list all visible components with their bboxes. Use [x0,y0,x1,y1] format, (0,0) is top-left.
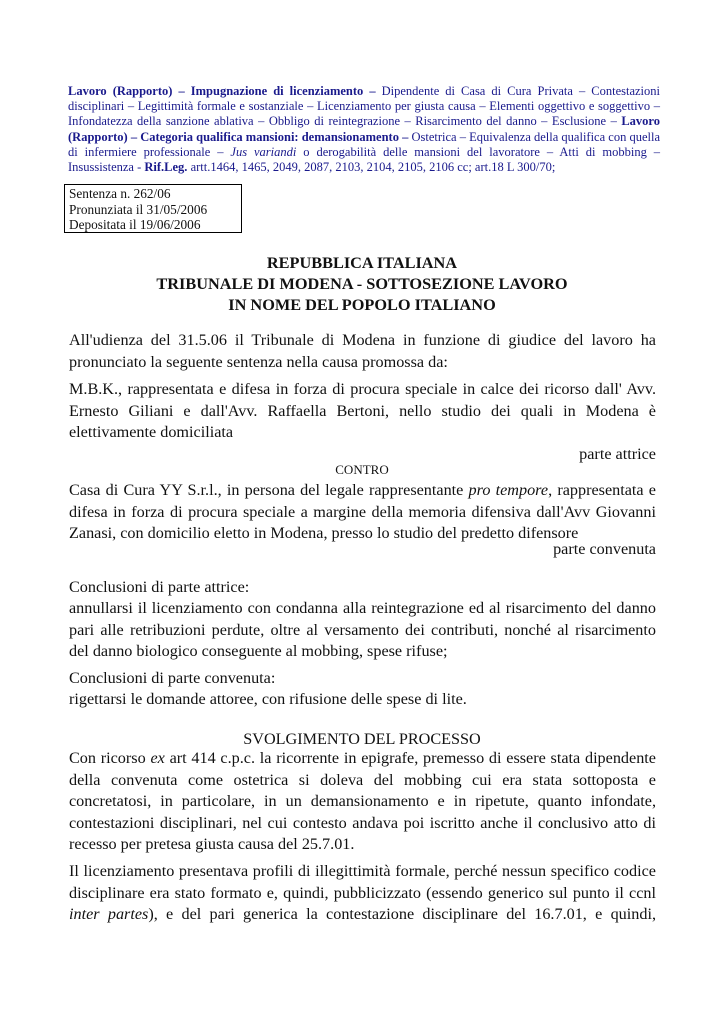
convenuta-text-a: Casa di Cura YY S.r.l., in persona del legale rappresentante [69,481,469,499]
conclusioni-attrice-text: annullarsi il licenziamento con condanna alla reintegrazione ed al risarcimento del danno pari alle retribuzioni perdute, oltre al versamento dei contributi, nonché al risarcimento del danno biologico conseguente al mobbing, spese rifuse; [69,599,656,661]
licenziamento-text-a: Il licenziamento presentava profili di illegittimità formale, perché nessun specifico codice disciplinare era stato formato e, quindi, pubblicizzato (essendo generico sul punto il ccnl [69,862,656,902]
parte-convenuta-paragraph [69,480,656,545]
convenuta-text-b: , rappresentata e difesa in forza di procura speciale a margine della memoria difensiva dall'Avv Giovanni Zanasi, con domicilio eletto in Modena, presso lo studio del predetto difensore [69,481,656,543]
licenziamento-paragraph [69,861,656,926]
parte-attrice-label: parte attrice [579,445,656,463]
svolgimento-text-b: art 414 c.p.c. la ricorrente in epigrafe, premesso di essere stata dipendente della convenuta come ostetrica si doleva del mobbing cui era stata sottoposta e concretatosi, in particolare, in un demansionamento e in ripetute, quanto infondate, contestazioni disciplinari, nel cui contesto andava poi iscritto anche il conclusivo atto di recesso per pretesa giusta causa del 25.7.01. [69,749,656,854]
sentenza-depositata: Depositata il 19/06/2006 [69,217,201,233]
case-summary [68,84,660,175]
conclusioni-convenuta-title: Conclusioni di parte convenuta: [69,669,276,687]
heading-tribunale: TRIBUNALE DI MODENA - SOTTOSEZIONE LAVORO [156,274,568,293]
sentenza-pronunciata: Pronunziata il 31/05/2006 [69,201,208,217]
heading-popolo: IN NOME DEL POPOLO ITALIANO [228,295,496,314]
svolgimento-paragraph [69,748,656,856]
licenziamento-text-b: ), e del pari generica la contestazione disciplinare del 16.7.01, e quindi, [148,905,657,924]
convenuta-italic: pro tempore [468,481,549,499]
parte-convenuta-label: parte convenuta [553,540,656,558]
sentenza-number: Sentenza n. 262/06 [69,186,171,201]
conclusioni-convenuta-text: rigettarsi le domande attoree, con rifusione delle spese di lite. [69,690,467,708]
heading-repubblica: REPUBBLICA ITALIANA [266,253,458,272]
summary-topic-2: Lavoro (Rapporto) – Categoria qualifica mansioni: demansionamento – [68,114,660,144]
contro-label: CONTRO [335,462,389,477]
licenziamento-italic: inter partes [69,905,149,924]
summary-keyword-italic: Jus variandi [230,144,297,159]
summary-keywords-2: Ostetrica – Equivalenza della qualifica con quella di infermiere professionale – [68,129,661,159]
udienza-paragraph: All'udienza del 31.5.06 il Tribunale di Modena in funzione di giudice del lavoro ha pronunciato la seguente sentenza nella causa promossa da: [69,331,656,371]
summary-rif-leg-label: Rif.Leg. [144,160,188,175]
svolgimento-text-a: Con ricorso [69,749,151,767]
svolgimento-title: SVOLGIMENTO DEL PROCESSO [243,730,481,748]
summary-keywords-3: o derogabilità delle mansioni del lavoratore – Atti di mobbing – Insussistenza - [68,144,660,175]
summary-keywords-1: Dipendente di Casa di Cura Privata – Contestazioni disciplinari – Legittimità formale e sostanziale – Licenziamento per giusta causa – Elementi oggettivo e soggettivo – Infondatezza della sanzione ablativa – Obbligo di reintegrazione – Risarcimento del danno – Esclusione – [68,84,660,129]
summary-topic-1: Lavoro (Rapporto) – Impugnazione di licenziamento – [68,84,376,98]
summary-rif-leg-text: artt.1464, 1465, 2049, 2087, 2103, 2104, 2105, 2106 cc; art.18 L 300/70; [187,160,556,175]
conclusioni-attrice-title: Conclusioni di parte attrice: [69,578,250,596]
sentenza-info-box [64,184,242,233]
parte-attrice-paragraph: M.B.K., rappresentata e difesa in forza di procura speciale in calce dei ricorso dall' Avv. Ernesto Giliani e dall'Avv. Raffaella Bertoni, nello studio dei quali in Modena è elettivamente domiciliata [69,380,656,442]
svolgimento-italic: ex [150,749,165,767]
